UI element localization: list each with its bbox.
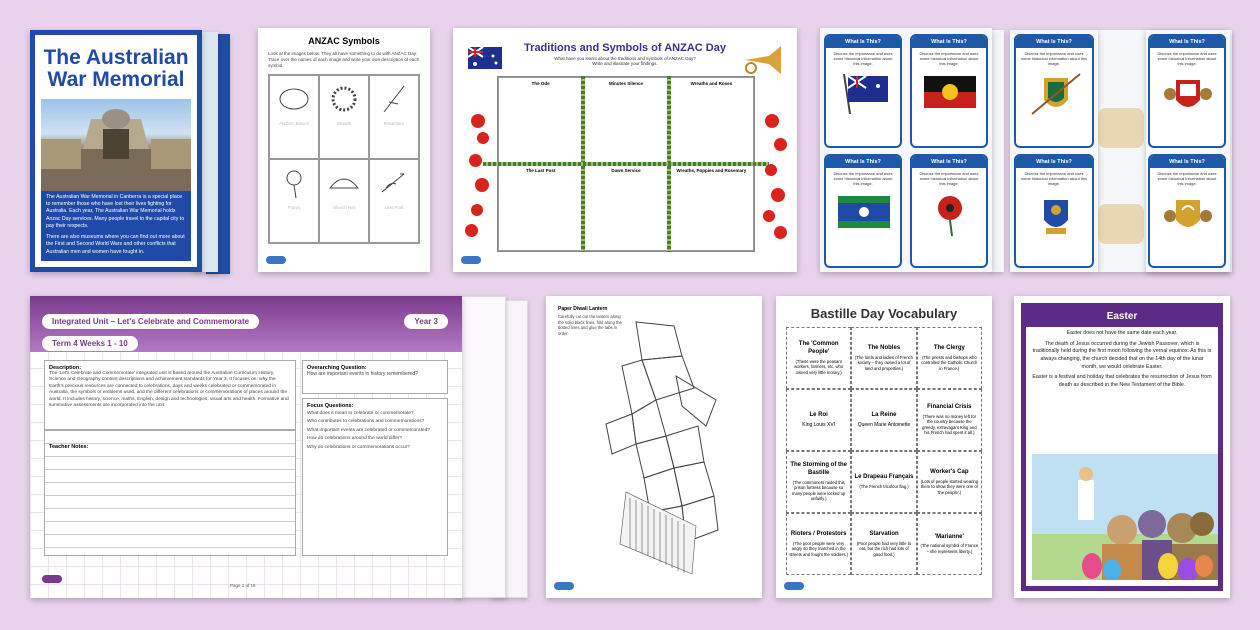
coat-of-arms-icon [1026,190,1086,240]
focus-question: What does it mean to celebrate or commemorate? [307,411,414,416]
what-is-this-card[interactable] [1014,154,1094,268]
poppy-icon [765,164,777,176]
focus-box [302,398,448,556]
torres-strait-flag-icon [834,190,894,236]
lantern-template [586,316,746,586]
card-header: What Is This? [1016,156,1092,168]
vocab-term: Le Roi [809,411,828,418]
aboriginal-flag-icon [920,70,980,116]
vocab-cell [786,327,851,389]
bastille-sheet[interactable] [776,296,992,598]
what-is-this-card[interactable] [1148,34,1226,148]
vocab-cell [917,451,982,513]
australian-flag-icon [836,70,896,116]
lantern-sheet[interactable] [546,296,762,598]
symbol-label: Rosemary [383,121,405,127]
vocab-def: (The commoners raided this prison fortress because so many people were locked up unfairly.) [792,479,846,502]
poppy-icon [465,224,478,237]
vocab-def: (There was no money left for the country because the greedy, extravagant King and his French had spent it all.) [922,413,977,436]
symbol-label: Last Post [384,205,404,211]
vocab-cell [851,327,916,389]
what-is-this-card[interactable] [824,154,902,268]
traditions-subtitle-2: Write and illustrate your findings. [592,61,658,66]
bastille-title: Bastille Day Vocabulary [810,306,958,321]
unit-year: Year 3 [404,314,448,329]
symbol-label: Poppy [287,205,301,211]
vocab-cell [917,327,982,389]
focus-question: What important events are celebrated or commemorated? [307,427,430,433]
poppy-icon [763,210,775,222]
poppy-icon [771,188,785,202]
partial-card-image [1098,108,1144,148]
easter-para: Easter does not have the same date each year. [1066,330,1178,336]
card-text: Discuss the importance and uses some historical information about this image. [833,171,893,187]
symbols-grid [268,74,420,244]
lantern-title: Paper Diwali Lantern [558,306,608,312]
poppy-icon [774,226,787,239]
traditions-sheet[interactable] [453,28,797,272]
lantern-instructions: Carefully cut out the lantern along the solid black lines, fold along the dotted lines and glue the tabs in order. [558,314,622,337]
twinkl-logo [266,256,286,266]
symbol-cell [269,159,319,243]
vocab-cell [851,451,916,513]
vocab-grid [786,327,982,575]
stacked-page [990,30,1004,272]
coat-of-arms-icon [1026,70,1086,120]
integrated-unit-sheet[interactable] [30,296,462,598]
question-box [302,360,448,394]
symbols-title: ANZAC Symbols [308,36,380,46]
card-text: Discuss the importance and uses some historical information about this image. [1020,171,1088,187]
vocab-term: Rioters / Protestors [790,530,847,537]
easter-para: The death of Jesus occurred during the Jewish Passover, which is traditionally held during the first moon following the vernal equinox. As this is always changing, the church decided that on the 14th day of the lunar month, we would celebrate Easter. [1032,340,1212,370]
focus-label: Focus Questions: [307,403,354,409]
page-number: Page 1 of 16 [230,583,256,588]
vocab-def: (These were the peasant workers, farmers, etc. who owned very little money.) [794,358,844,375]
symbol-cell [269,75,319,159]
what-is-this-card[interactable] [1148,154,1226,268]
card-text: Discuss the importance and uses some historical information about this image. [1157,51,1217,67]
awm-para: The Australian War Memorial in Canberra is a special place to remember those who have lost their lives fighting for Australia. Each year, The Australian War Memorial holds Anzac Day services. Many people travel to the capital city to pay their respects. [46,193,185,229]
twinkl-logo [784,582,804,592]
notes-label: Teacher Notes: [49,444,89,450]
symbols-instructions: Look at the images below. They all have something to do with ANZAC Day. Trace over the names of each image and write your own description of each symbol. [268,51,420,69]
awm-text [41,189,191,261]
symbol-label: ANZAC Biscuit [279,121,309,127]
vocab-def: (The lords and ladies of French society – they owned a lot of land and properties.) [855,354,913,371]
coat-of-arms-icon [1158,190,1218,240]
card-header: What Is This? [1150,36,1224,48]
easter-title: Easter [1026,308,1218,327]
vocab-term: The Nobles [867,344,901,351]
symbol-cell [319,159,369,243]
awm-sheet[interactable] [30,30,202,272]
unit-title: Integrated Unit – Let's Celebrate and Commemorate [42,314,259,329]
vocab-term: The Clergy [933,344,965,351]
traditions-box: Minutes Silence [583,77,668,164]
vocab-cell [786,513,851,575]
vocab-cell [786,451,851,513]
traditions-box: The Last Post [498,164,583,251]
traditions-title: Traditions and Symbols of ANZAC Day [524,42,726,54]
coat-of-arms-icon [1158,70,1218,120]
cards-sheet-1[interactable] [820,28,992,272]
twinkl-logo [461,256,481,266]
vocab-cell [851,513,916,575]
teacher-notes-box [44,430,296,556]
card-text: Discuss the importance and uses some historical information about this image. [833,51,893,67]
symbol-label: Wreath [336,121,352,127]
cards-sheet-2[interactable] [1010,30,1098,272]
card-text: Discuss the importance and uses some historical information about this image. [1020,51,1088,67]
vocab-term: Le Drapeau Français [854,474,914,481]
what-is-this-card[interactable] [1014,34,1094,148]
traditions-subtitle: What have you learnt about the traditions and symbols of ANZAC Day? [554,56,696,61]
vocab-def: (The French tricolour flag.) [859,484,909,490]
easter-sheet[interactable] [1014,296,1230,598]
card-text: Discuss the importance and uses some historical information about this image. [1157,171,1217,187]
focus-question: Who contributes to celebrations and commemorations? [307,419,425,425]
vocab-def: King Louis XVI [802,421,836,428]
card-text: Discuss the importance and uses some historical information about this image. [919,171,979,187]
bugle-icon [741,42,785,78]
symbol-cell [369,75,419,159]
twinkl-logo [554,582,574,592]
easter-illustration [1032,454,1218,580]
vocab-cell [851,389,916,451]
vocab-def: (Poor people had very little to eat, but the rich had lots of good food.) [856,540,912,557]
easter-frame [1021,303,1223,591]
australian-flag-icon [465,44,505,74]
twinkl-logo [42,570,62,588]
traditions-box: Dawn Service [583,164,668,251]
focus-question: Why do celebrations or commemorations occur? [307,444,410,450]
card-text: Discuss the importance and uses some historical information about this image. [919,51,979,67]
vocab-term: The Storming of the Bastille [790,462,847,477]
vocab-def: (The national symbol of France – she represents liberty.) [920,543,979,554]
vocab-cell [786,389,851,451]
vocab-cell [917,389,982,451]
anzac-symbols-sheet[interactable] [258,28,430,272]
vocab-term: La Reine [871,411,897,418]
focus-question: How do celebrations around the world differ? [307,436,403,442]
awm-title: The Australian War Memorial [43,46,189,92]
symbol-cell [319,75,369,159]
poppy-icon [471,204,483,216]
symbol-cell [369,159,419,243]
description-text: The 'Let's Celebrate and Commemorate' integrated unit is based around the Australian Curriculum History, Science and Geography content descriptions and achievement standards for Year 3. It focuses on: why the Earth's precious resources are connected to celebrations, days and weeks celebrated or commemorated in Australia, the symbols or emblems used, and the different celebrations or commemorations of places around the world. It includes history, science, maths, English, design and technologies, visual arts and health. Formative and summative assessments are incorporated into the unit. [49,371,289,409]
poppy-icon [475,178,489,192]
description-label: Description: [49,365,82,371]
what-is-this-card[interactable] [910,34,988,148]
traditions-box: The Ode [498,77,583,164]
question-label: Overarching Question: [307,365,367,371]
card-header: What Is This? [826,36,900,48]
poppy-icon [471,114,485,128]
vocab-term: Worker's Cap [930,468,969,475]
card-header: What Is This? [912,36,986,48]
what-is-this-card[interactable] [910,154,988,268]
poppy-icon [774,138,787,151]
vocab-term: The 'Common People' [798,341,839,355]
vocab-def: (The poor people were very angry so they marched in the streets and fought the soldiers.) [789,540,848,557]
traditions-box: Wreaths, Poppies and Rosemary [669,164,754,251]
awm-para: There are also museums where you can find out more about the First and Second World Wars and other conflicts that Australian men and women have fought in. [46,234,185,255]
vocab-def: Queen Marie Antoinette [857,421,911,428]
what-is-this-card[interactable] [824,34,902,148]
memorial-photo [41,99,191,185]
card-header: What Is This? [912,156,986,168]
card-header: What Is This? [1150,156,1224,168]
partial-card-image [1098,204,1144,244]
vocab-def: (Lots of people started wearing them to show they were one of 'the people'.) [920,478,979,495]
poppy-icon [477,132,489,144]
cards-sheet-3[interactable] [1146,30,1230,272]
card-header: What Is This? [1016,36,1092,48]
vocab-cell [917,513,982,575]
stacked-page [456,296,506,598]
symbol-label: Slouch Hat [332,205,355,211]
description-box [44,360,296,430]
vocab-term: 'Marianne' [934,533,964,540]
vocab-def: (The priests and bishops who controlled the Catholic Church in France.) [921,354,978,371]
vine-divider [483,162,769,166]
unit-term: Term 4 Weeks 1 - 10 [42,336,138,351]
vocab-term: Starvation [869,530,899,537]
poppy-icon [469,154,482,167]
poppy-icon [765,114,779,128]
poppy-icon [920,190,980,236]
traditions-box: Wreaths and Roses [669,77,754,164]
card-header: What Is This? [826,156,900,168]
easter-para: Easter is a festival and holiday that celebrates the resurrection of Jesus from death as described in the New Testament of the Bible. [1032,374,1212,389]
question-text: How are important events in history remembered? [307,371,418,377]
vocab-term: Financial Crisis [927,404,972,411]
